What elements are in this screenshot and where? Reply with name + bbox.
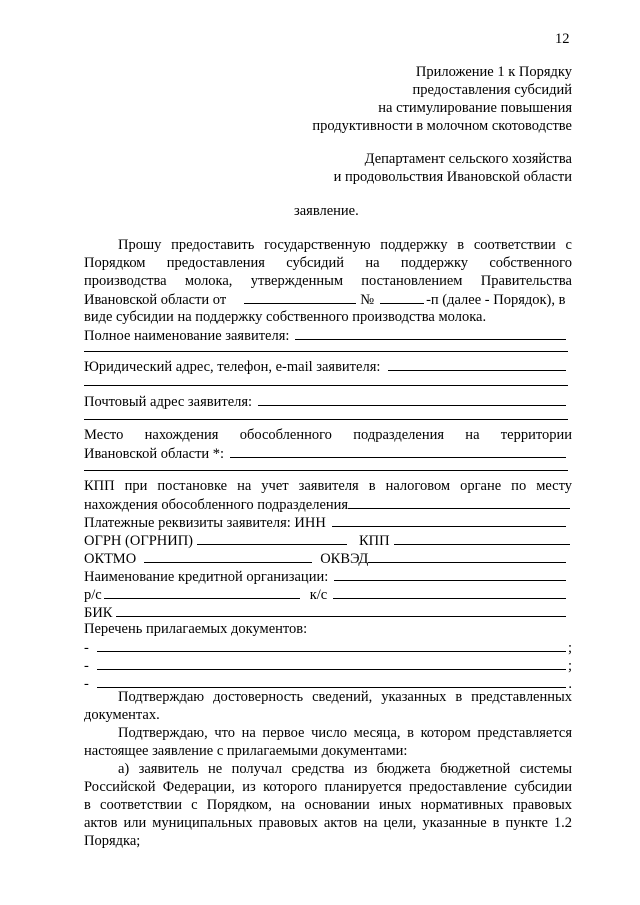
item-a-line: а) заявитель не получал средства из бюджета бюджетной системы	[118, 761, 572, 777]
kpp-branch-row	[84, 495, 572, 514]
intro-line: производства молока, утвержденным постановлением Правительства	[84, 273, 572, 289]
legal-address-field[interactable]	[388, 357, 566, 371]
kpp-branch-label-cont: нахождения обособленного подразделения	[84, 497, 349, 513]
confirm-line: Подтверждаю, что на первое число месяца, в котором представляется	[118, 725, 572, 741]
postal-address-label: Почтовый адрес заявителя:	[84, 394, 253, 410]
doc-item-end: ;	[567, 640, 572, 656]
ks-field[interactable]	[333, 585, 566, 599]
branch-field[interactable]	[230, 444, 566, 458]
doc-item-end: ;	[567, 658, 572, 674]
bank-field[interactable]	[334, 567, 566, 581]
postal-address-field[interactable]	[258, 392, 566, 406]
page-number: 12	[555, 31, 570, 47]
kpp-branch-label: КПП при постановке на учет заявителя в налоговом органе по месту	[84, 478, 572, 494]
annex-line: на стимулирование повышения	[378, 100, 572, 116]
oktmo-field[interactable]	[144, 549, 312, 563]
rs-label: р/с	[84, 587, 102, 603]
oktmo-label: ОКТМО	[84, 551, 137, 567]
postal-address-field-continued[interactable]	[84, 419, 568, 420]
doc-item-row	[84, 638, 572, 657]
full-name-field-continued[interactable]	[84, 351, 568, 352]
accounts-row	[84, 585, 568, 604]
inn-label: Платежные реквизиты заявителя: ИНН	[84, 515, 326, 531]
confirm-line: Подтверждаю достоверность сведений, указанных в представленных	[118, 689, 572, 705]
addressee-line: и продовольствия Ивановской области	[333, 169, 572, 185]
docs-label: Перечень прилагаемых документов:	[84, 621, 308, 637]
doc-item-field[interactable]	[97, 674, 567, 688]
branch-label: Место нахождения обособленного подразделения на территории	[84, 427, 572, 443]
kpp-label: КПП	[359, 533, 390, 549]
full-name-label: Полное наименование заявителя:	[84, 328, 290, 344]
kpp-field[interactable]	[394, 531, 570, 545]
full-name-row	[84, 326, 568, 345]
doc-item-end: .	[568, 676, 572, 692]
kpp-branch-field[interactable]	[348, 495, 570, 509]
intro-date-line	[84, 290, 572, 309]
okved-label: ОКВЭД	[320, 551, 369, 567]
item-a-line: в соответствии с Порядком, на основании иных нормативных правовых	[84, 797, 572, 813]
rs-field[interactable]	[104, 585, 300, 599]
addressee-line: Департамент сельского хозяйства	[364, 151, 572, 167]
item-a-line: Порядка;	[84, 833, 141, 849]
legal-address-row	[84, 357, 568, 376]
confirm-line: настоящее заявление с прилагаемыми документами:	[84, 743, 408, 759]
branch-label-cont: Ивановской области *:	[84, 446, 225, 462]
ogrn-label: ОГРН (ОГРНИП)	[84, 533, 194, 549]
intro-line: Прошу предоставить государственную поддержку в соответствии с	[118, 237, 572, 253]
okved-field[interactable]	[368, 549, 566, 563]
inn-row	[84, 513, 568, 532]
bik-label: БИК	[84, 605, 113, 621]
doc-item-dash: -	[84, 676, 89, 692]
doc-item-row	[84, 656, 572, 675]
bank-row	[84, 567, 568, 586]
legal-address-label: Юридический адрес, телефон, e-mail заявителя:	[84, 359, 381, 375]
doc-item-dash: -	[84, 658, 89, 674]
bank-label: Наименование кредитной организации:	[84, 569, 329, 585]
bik-field[interactable]	[116, 603, 566, 617]
item-a-line: Российской Федерации, из которого планируется предоставление субсидии	[84, 779, 572, 795]
annex-line: Приложение 1 к Порядку	[415, 64, 572, 80]
ogrn-kpp-row	[84, 531, 572, 550]
intro-line: виде субсидии на поддержку собственного производства молока.	[84, 309, 487, 325]
branch-field-continued[interactable]	[84, 470, 568, 471]
doc-item-dash: -	[84, 640, 89, 656]
annex-line: продуктивности в молочном скотоводстве	[312, 118, 572, 134]
doc-item-field[interactable]	[97, 656, 566, 670]
intro-text: -п (далее - Порядок), в	[426, 292, 566, 308]
resolution-date-field[interactable]	[244, 290, 356, 304]
intro-text: Ивановской области от	[84, 292, 227, 308]
number-sign: №	[360, 292, 375, 308]
ogrn-field[interactable]	[197, 531, 347, 545]
full-name-field[interactable]	[295, 326, 566, 340]
branch-row	[84, 444, 568, 463]
document-title: заявление.	[294, 203, 359, 219]
confirm-line: документах.	[84, 707, 160, 723]
intro-line: Порядком предоставления субсидий на поддержку собственного	[84, 255, 572, 271]
resolution-number-field[interactable]	[380, 290, 424, 304]
legal-address-field-continued[interactable]	[84, 385, 568, 386]
ks-label: к/с	[309, 587, 328, 603]
item-a-line: актов или муниципальных правовых актов на цели, указанные в пункте 1.2	[84, 815, 572, 831]
postal-address-row	[84, 392, 568, 411]
inn-field[interactable]	[332, 513, 566, 527]
annex-line: предоставления субсидий	[412, 82, 572, 98]
doc-item-field[interactable]	[97, 638, 566, 652]
oktmo-okved-row	[84, 549, 568, 568]
